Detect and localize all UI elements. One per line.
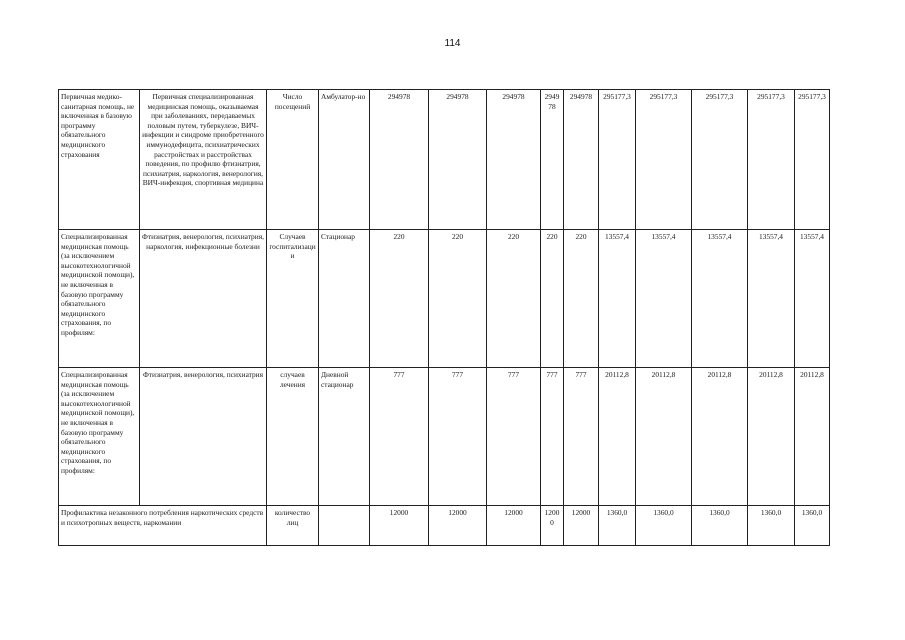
value-cell: 13557,4 <box>795 230 830 368</box>
condition-cell: Дневной стационар <box>319 368 370 506</box>
value-cell: 295177,3 <box>636 90 692 230</box>
value-cell: 777 <box>564 368 599 506</box>
value-cell: 777 <box>487 368 541 506</box>
page-number: 114 <box>444 38 461 49</box>
value-cell: 1360,0 <box>636 506 692 546</box>
service-kind-cell: Специализированная медицинская помощь (за исключением высокотехнологичной медицинской помощи), не включенная в базовую программу обязательного медицинского страхования, по профилям: <box>59 368 140 506</box>
value-cell: 294978 <box>487 90 541 230</box>
value-cell: 20112,8 <box>599 368 636 506</box>
value-cell: 20112,8 <box>748 368 795 506</box>
value-cell: 13557,4 <box>599 230 636 368</box>
value-cell: 294978 <box>370 90 429 230</box>
value-cell: 20112,8 <box>692 368 748 506</box>
value-cell: 20112,8 <box>636 368 692 506</box>
service-kind-cell: Первичная медико-санитарная помощь, не включенная в базовую программу обязательного медицинского страхования <box>59 90 140 230</box>
value-cell: 220 <box>487 230 541 368</box>
value-cell: 777 <box>541 368 564 506</box>
condition-cell: Амбулатор-но <box>319 90 370 230</box>
condition-cell <box>319 506 370 546</box>
value-cell: 220 <box>370 230 429 368</box>
value-cell: 1360,0 <box>692 506 748 546</box>
value-cell: 13557,4 <box>748 230 795 368</box>
value-cell: 12000 <box>370 506 429 546</box>
value-cell: 12000 <box>429 506 487 546</box>
table-row <box>59 368 830 506</box>
value-cell: 220 <box>564 230 599 368</box>
value-cell: 1360,0 <box>599 506 636 546</box>
value-cell: 12000 <box>564 506 599 546</box>
value-cell: 13557,4 <box>636 230 692 368</box>
value-cell: 777 <box>370 368 429 506</box>
service-profile-cell: Первичная специализированная медицинская помощь, оказываемая при заболеваниях, передаваемых половым путем, туберкулезе, ВИЧ-инфекции и синдроме приобретенного иммунодефицита, психиатрических расстройствах и расстройствах поведения, по профилю фтизиатрия, психиатрия, наркология, венерология, ВИЧ-инфекция, спортивная медицина <box>140 90 267 230</box>
service-kind-cell: Профилактика незаконного потребления наркотических средств и психотропных веществ, наркомании <box>59 506 267 546</box>
unit-cell: Число посещений <box>267 90 319 230</box>
table-row <box>59 506 830 546</box>
value-cell: 1360,0 <box>795 506 830 546</box>
value-cell: 20112,8 <box>795 368 830 506</box>
value-cell: 294978 <box>564 90 599 230</box>
value-cell: 295177,3 <box>692 90 748 230</box>
value-cell: 12000 <box>487 506 541 546</box>
value-cell: 294978 <box>541 90 564 230</box>
value-cell: 220 <box>541 230 564 368</box>
value-cell: 1360,0 <box>748 506 795 546</box>
unit-cell: Случаев госпитализации <box>267 230 319 368</box>
services-table <box>58 89 830 546</box>
value-cell: 777 <box>429 368 487 506</box>
unit-cell: количество лиц <box>267 506 319 546</box>
value-cell: 294978 <box>429 90 487 230</box>
value-cell: 12000 <box>541 506 564 546</box>
value-cell: 220 <box>429 230 487 368</box>
table-row <box>59 230 830 368</box>
value-cell: 295177,3 <box>748 90 795 230</box>
condition-cell: Стационар <box>319 230 370 368</box>
service-profile-cell: Фтизиатрия, венерология, психиатрия, наркология, инфекционные болезни <box>140 230 267 368</box>
value-cell: 295177,3 <box>599 90 636 230</box>
unit-cell: случаев лечения <box>267 368 319 506</box>
service-kind-cell: Специализированная медицинская помощь (за исключением высокотехнологичной медицинской помощи), не включенная в базовую программу обязательного медицинского страхования, по профилям: <box>59 230 140 368</box>
table-row <box>59 90 830 230</box>
value-cell: 13557,4 <box>692 230 748 368</box>
value-cell: 295177,3 <box>795 90 830 230</box>
service-profile-cell: Фтизиатрия, венерология, психиатрия <box>140 368 267 506</box>
